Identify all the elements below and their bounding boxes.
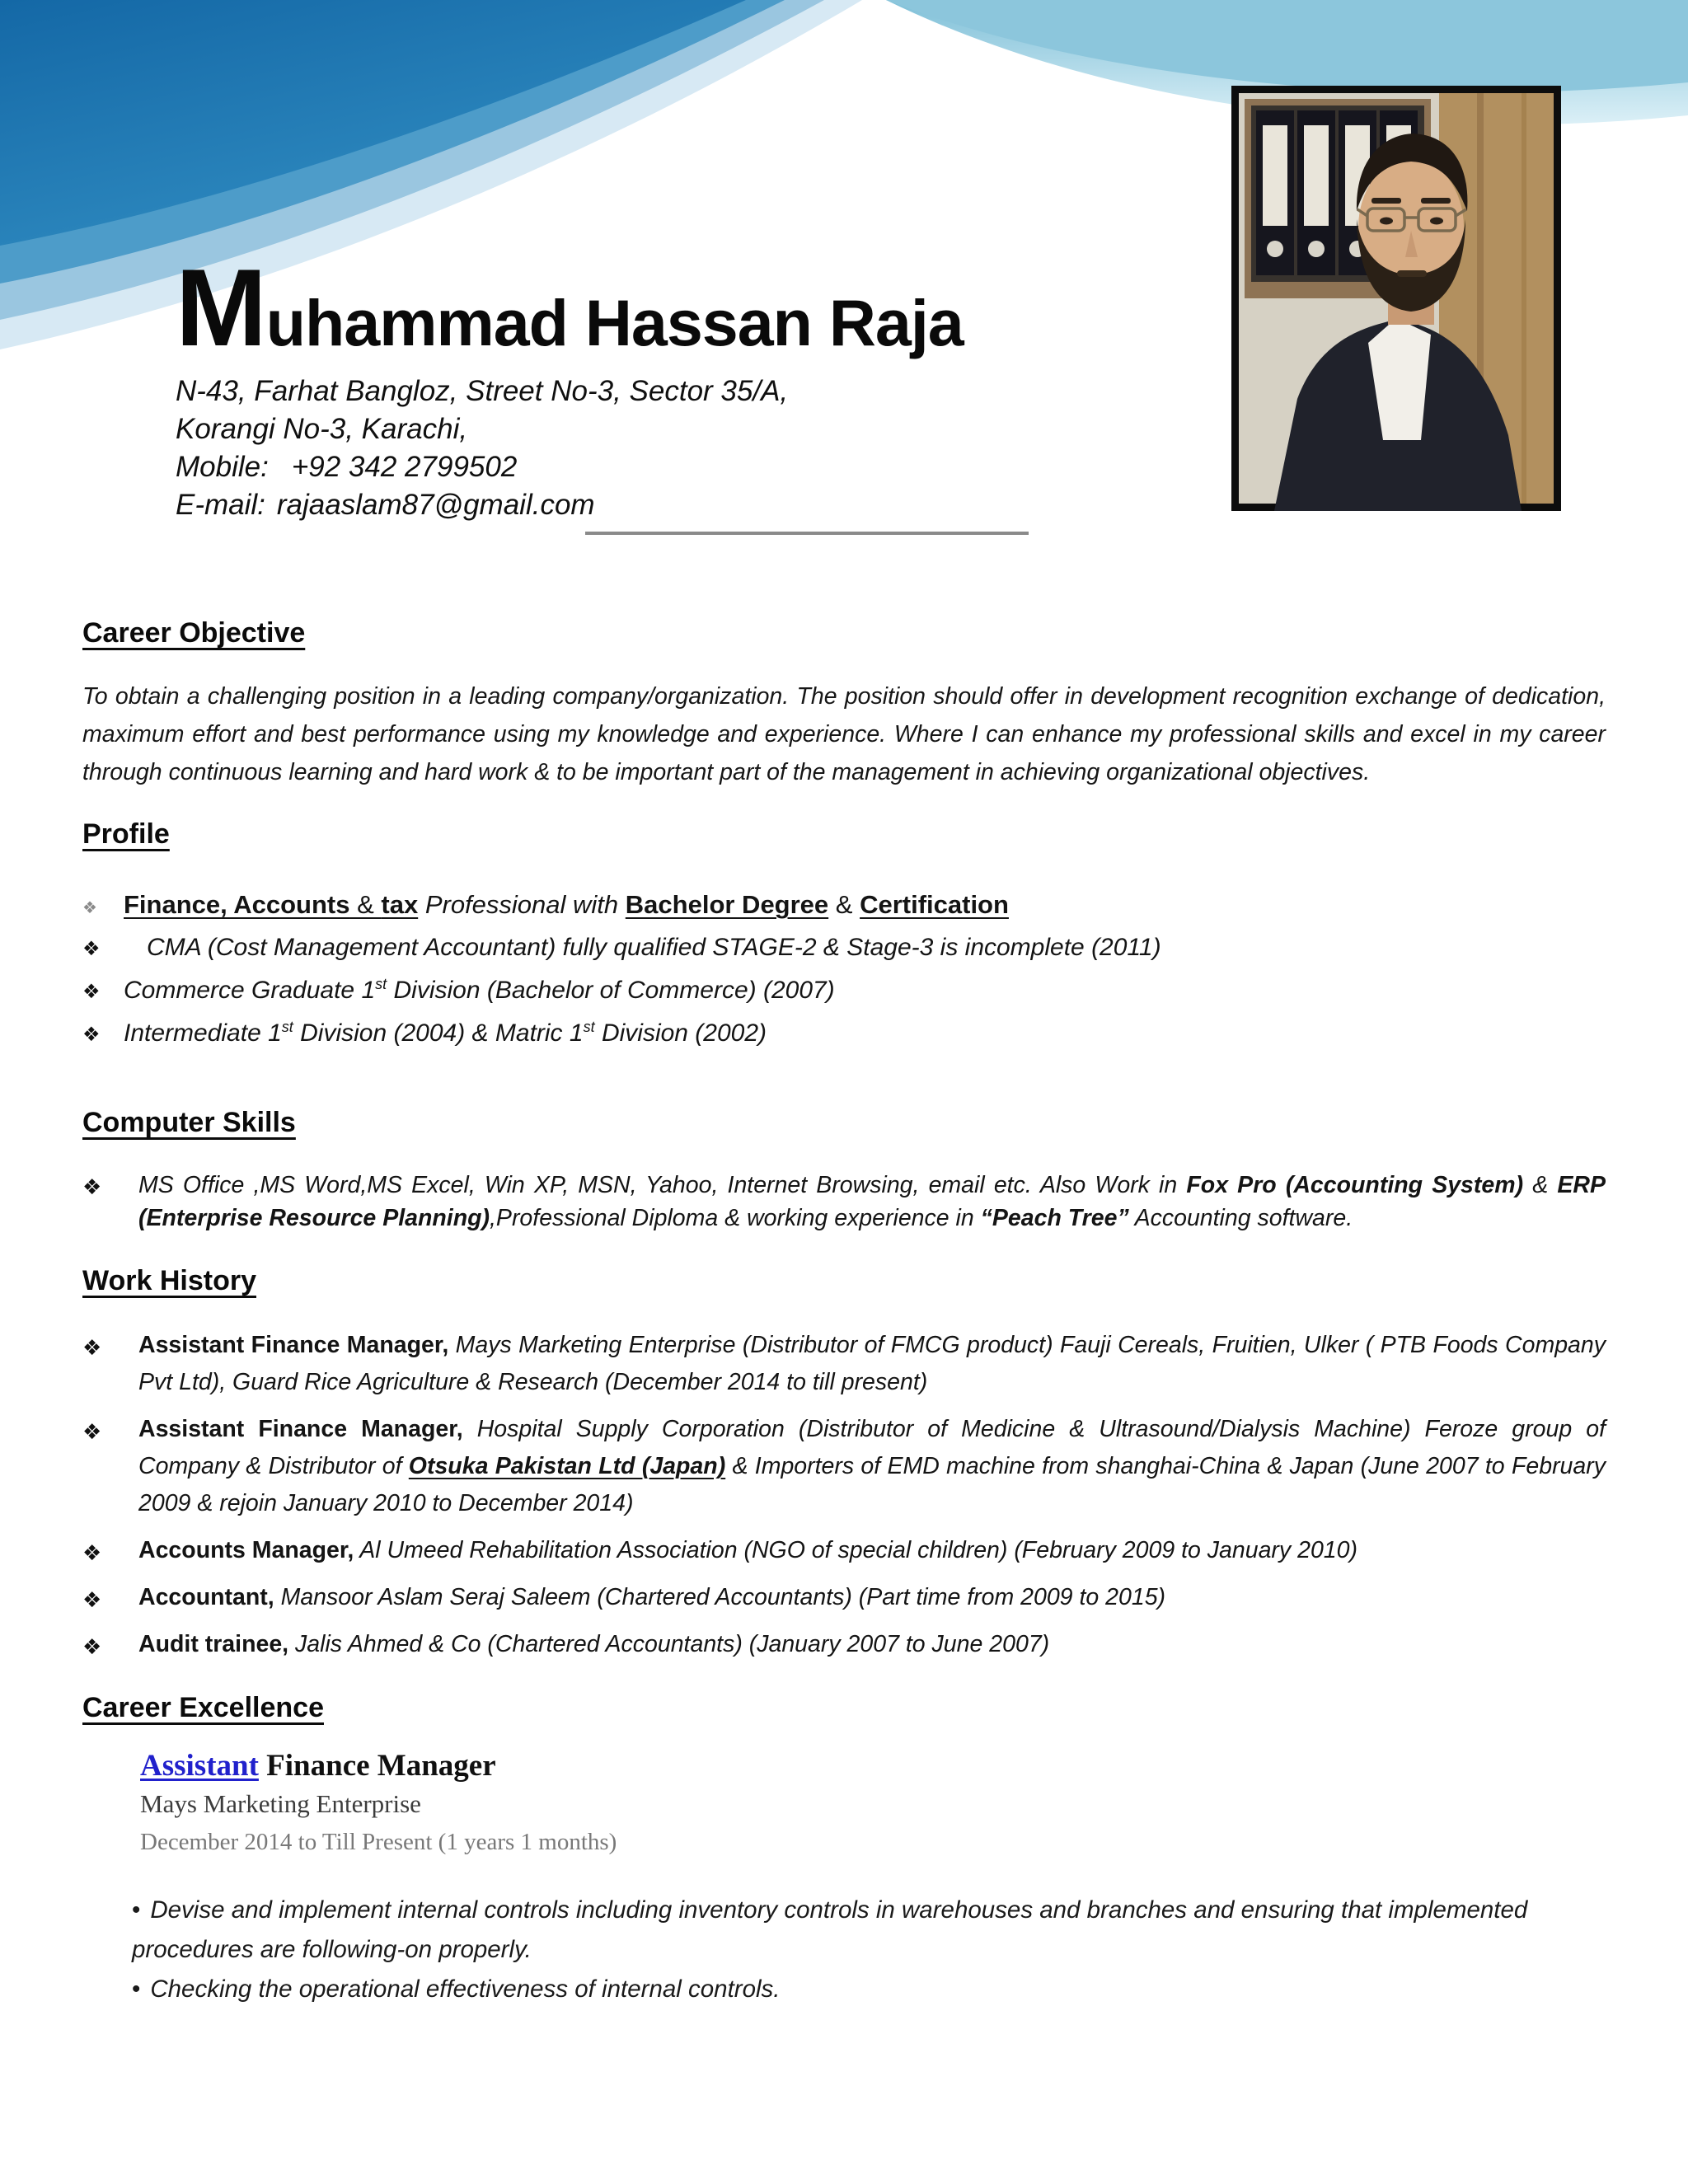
address-line-2: Korangi No-3, Karachi,	[176, 413, 468, 445]
diamond-bullet-icon: ❖	[82, 899, 97, 917]
list-item-text: Finance, Accounts & tax Professional with Bachelor Degree & Certification	[124, 890, 1009, 919]
list-item-text: Assistant Finance Manager, Hospital Supply Corporation (Distributor of Medicine & Ultrasound/Dialysis Machine) Feroze group of Company & Distributor of Otsuka Pakistan Ltd (Japan) & Importers of EMD machine from shanghai-China & Japan (June 2007 to February 2009 & rejoin January 2010 to December 2014)	[138, 1416, 1606, 1516]
work-history-list	[82, 1327, 1606, 1663]
section-heading-career-excellence: Career Excellence	[82, 1692, 324, 1723]
diamond-bullet-icon: ❖	[82, 1335, 102, 1360]
section-heading-work-history: Work History	[82, 1265, 256, 1296]
address-line-1: N-43, Farhat Bangloz, Street No-3, Sector 35/A,	[176, 375, 789, 407]
list-item-text: CMA (Cost Management Accountant) fully qualified STAGE-2 & Stage-3 is incomplete (2011)	[147, 934, 1161, 961]
career-excellence-bullets	[132, 1891, 1606, 2009]
email-label: E-mail:	[176, 489, 265, 521]
resume-body	[0, 616, 1688, 2009]
career-excellence-block	[140, 1747, 1606, 1861]
name-rest: uhammad Hassan Raja	[265, 286, 964, 359]
section-heading-computer-skills: Computer Skills	[82, 1107, 296, 1138]
identity-block	[176, 247, 964, 524]
section-heading-profile: Profile	[82, 818, 170, 850]
job-title-rest: Finance Manager	[258, 1749, 496, 1783]
list-item	[82, 1626, 1606, 1663]
list-item	[132, 1970, 1606, 2009]
header	[0, 0, 1688, 602]
diamond-bullet-icon: ❖	[82, 1024, 101, 1046]
list-item	[82, 969, 1606, 1012]
job-title	[140, 1747, 1606, 1785]
list-item	[82, 1169, 1606, 1235]
email-row	[176, 486, 964, 524]
list-item	[82, 1327, 1606, 1401]
list-item	[82, 1579, 1606, 1616]
mobile-number: +92 342 2799502	[291, 451, 518, 483]
dot-bullet-icon: •	[132, 1896, 141, 1924]
diamond-bullet-icon: ❖	[82, 1587, 102, 1612]
profile-photo	[1231, 86, 1561, 511]
list-item	[82, 1012, 1606, 1055]
list-item	[82, 883, 1606, 926]
list-item-text: Audit trainee, Jalis Ahmed & Co (Chartered Accountants) (January 2007 to June 2007)	[138, 1631, 1050, 1657]
list-item-text: Devise and implement internal controls including inventory controls in warehouses and branches and ensuring that implemented procedures are following-on properly.	[132, 1896, 1528, 1963]
career-objective-text: To obtain a challenging position in a leading company/organization. The position should offer in development recognition exchange of dedication, maximum effort and best performance using my knowledge and experience. Where I can enhance my professional skills and excel in my career through continuous learning and hard work & to be important part of the management in achieving organizational objectives.	[82, 683, 1606, 785]
horizontal-divider	[585, 532, 1029, 535]
list-item-text: Accounts Manager, Al Umeed Rehabilitation Association (NGO of special children) (February 2009 to January 2010)	[138, 1537, 1357, 1563]
name-initial: M	[176, 247, 266, 369]
list-item	[132, 1891, 1606, 1970]
profile-list	[82, 883, 1606, 1055]
employment-duration: December 2014 to Till Present (1 years 1 months)	[140, 1829, 617, 1855]
company-name: Mays Marketing Enterprise	[140, 1789, 421, 1818]
mobile-row	[176, 448, 964, 486]
diamond-bullet-icon: ❖	[82, 938, 101, 960]
list-item-text: Intermediate 1st Division (2004) & Matric 1st Division (2002)	[124, 1019, 767, 1047]
diamond-bullet-icon: ❖	[82, 981, 101, 1003]
dot-bullet-icon: •	[132, 1975, 141, 2003]
list-item	[82, 1532, 1606, 1569]
mobile-label: Mobile:	[176, 451, 269, 483]
section-heading-career-objective: Career Objective	[82, 617, 306, 649]
list-item-text: Assistant Finance Manager, Mays Marketing Enterprise (Distributor of FMCG product) Fauji Cereals, Fruitien, Ulker ( PTB Foods Company Pvt Ltd), Guard Rice Agriculture & Research (December 2014 to till present)	[138, 1332, 1606, 1395]
diamond-bullet-icon: ❖	[82, 1419, 102, 1444]
list-item	[82, 926, 1606, 969]
list-item-text: MS Office ,MS Word,MS Excel, Win XP, MSN, Yahoo, Internet Browsing, email etc. Also Work in Fox Pro (Accounting System) & ERP (Enterprise Resource Planning),Professional Diploma & working experience in “Peach Tree” Accounting software.	[138, 1172, 1606, 1231]
email-address: rajaaslam87@gmail.com	[276, 489, 595, 521]
list-item-text: Accountant, Mansoor Aslam Seraj Saleem (Chartered Accountants) (Part time from 2009 to 2015)	[138, 1584, 1166, 1610]
person-name	[176, 247, 964, 369]
computer-skills-list	[82, 1169, 1606, 1235]
diamond-bullet-icon: ❖	[82, 1540, 102, 1565]
list-item-text: Checking the operational effectiveness of internal controls.	[150, 1975, 781, 2003]
list-item	[82, 1411, 1606, 1522]
diamond-bullet-icon: ❖	[82, 1174, 102, 1199]
assistant-link[interactable]: Assistant	[140, 1749, 259, 1783]
list-item-text: Commerce Graduate 1st Division (Bachelor of Commerce) (2007)	[124, 976, 835, 1004]
diamond-bullet-icon: ❖	[82, 1634, 102, 1659]
contact-block	[176, 373, 964, 524]
